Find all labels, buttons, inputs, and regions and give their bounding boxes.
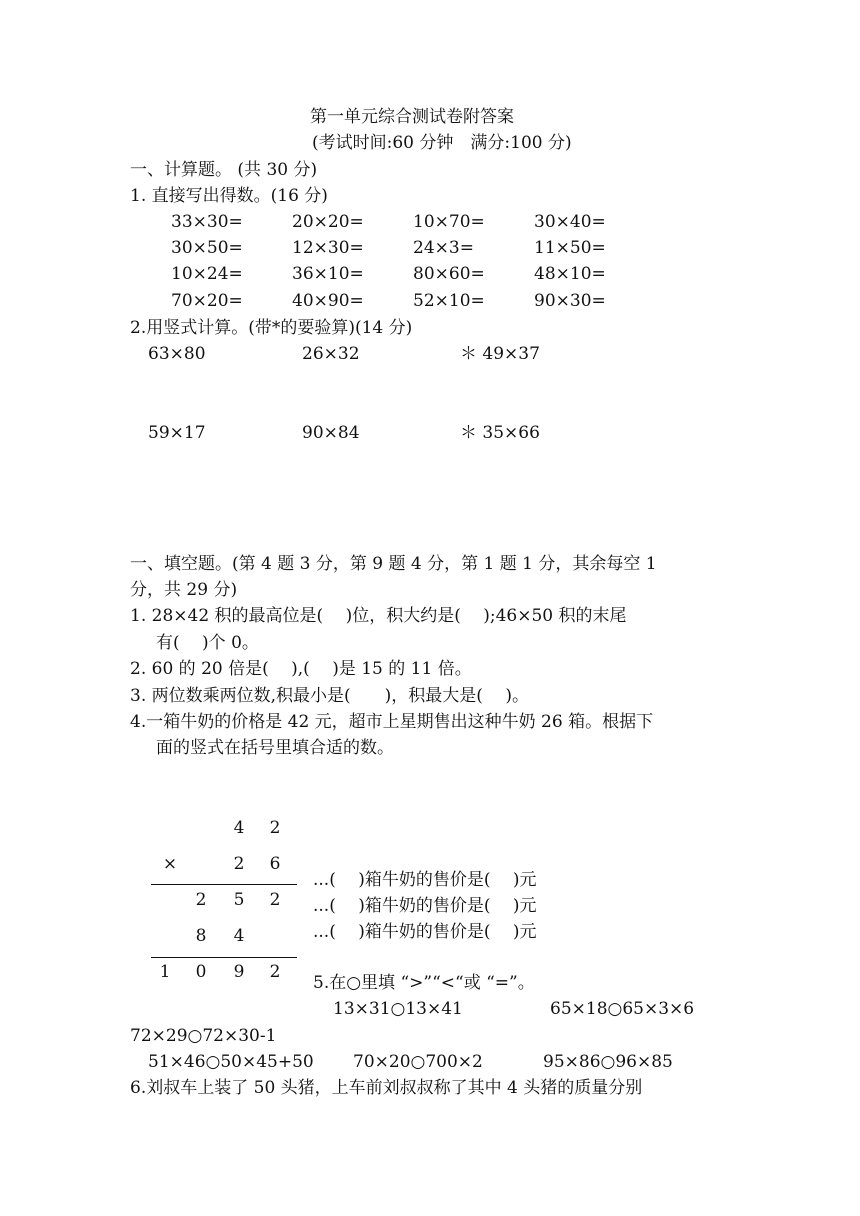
q1-item: 24×3= [413,238,474,258]
fill-q1: 1. 28×42 积的最高位是( )位，积大约是( );46×50 积的末尾 [130,606,627,626]
vm-digit: 2 [195,890,207,910]
q2-label: 2.用竖式计算。(带*的要验算)(14 分) [130,318,413,338]
q1-item: 20×20= [292,212,364,232]
q1-item: 48×10= [534,264,606,284]
vm-digit: 2 [269,890,281,910]
q1-item: 90×30= [534,291,606,311]
q2-item: 90×84 [302,423,360,443]
q2-item: ＊ 49×37 [460,344,540,364]
compare-item: 65×18○65×3×6 [550,999,695,1019]
section1-heading: 一、计算题。 (共 30 分) [130,160,318,180]
fill-q4: 4.一箱牛奶的价格是 42 元，超市上星期售出这种牛奶 26 箱。根据下 [130,712,654,732]
q1-item: 12×30= [292,238,364,258]
vm-digit: 5 [233,890,245,910]
section2-heading: 一、填空题。(第 4 题 3 分，第 9 题 4 分，第 1 题 1 分，其余每空 1 [130,554,657,574]
q1-item: 40×90= [292,291,364,311]
q1-item: 30×50= [171,238,243,258]
q2-item: 63×80 [148,344,206,364]
compare-item: 95×86○96×85 [543,1052,673,1072]
fill-q5: 5.在○里填 “>”“<“或 “=”。 [313,973,535,993]
fill-q4-cont: 面的竖式在括号里填合适的数。 [156,738,394,758]
page-subtitle: (考试时间:60 分钟 满分:100 分) [312,133,572,153]
vm-digit: 0 [195,962,207,982]
vm-digit: 2 [269,818,281,838]
fill-q3: 3. 两位数乘两位数,积最小是( )，积最大是( )。 [130,686,529,706]
vm-digit: 9 [233,962,245,982]
compare-item: 72×29○72×30-1 [130,1026,277,1046]
q2-item: 26×32 [302,344,360,364]
q1-item: 10×24= [171,264,243,284]
vm-digit: 4 [233,818,245,838]
compare-item: 70×20○700×2 [353,1052,483,1072]
vm-digit: 8 [195,926,207,946]
q2-item: ＊ 35×66 [460,423,540,443]
q1-item: 36×10= [292,264,364,284]
fill-q1-cont: 有( )个 0。 [156,633,259,653]
q1-item: 70×20= [171,291,243,311]
q2-item: 59×17 [148,423,206,443]
q1-item: 10×70= [413,212,485,232]
q1-label: 1. 直接写出得数。(16 分) [130,186,328,206]
vm-digit: 6 [269,854,281,874]
vm-digit: 2 [269,962,281,982]
vm-digit: 4 [233,926,245,946]
q1-item: 11×50= [534,238,606,258]
vm-digit: 1 [159,962,171,982]
vm-times-sign: × [162,854,178,874]
vm-line [151,957,297,958]
q1-item: 33×30= [171,212,243,232]
vm-note: ...( )箱牛奶的售价是( )元 [313,922,537,942]
vm-note: ...( )箱牛奶的售价是( )元 [313,870,537,890]
q1-item: 80×60= [413,264,485,284]
vm-digit: 2 [233,854,245,874]
fill-q6: 6.刘叔车上装了 50 头猪，上车前刘叔叔称了其中 4 头猪的质量分别 [130,1078,643,1098]
vm-note: ...( )箱牛奶的售价是( )元 [313,896,537,916]
q1-item: 30×40= [534,212,606,232]
page-title: 第一单元综合测试卷附答案 [310,107,514,127]
vm-line [151,884,297,885]
compare-item: 51×46○50×45+50 [148,1052,314,1072]
section2-heading-cont: 分，共 29 分) [130,580,238,600]
compare-item: 13×31○13×41 [333,999,463,1019]
q1-item: 52×10= [413,291,485,311]
fill-q2: 2. 60 的 20 倍是( ),( )是 15 的 11 倍。 [130,659,472,679]
